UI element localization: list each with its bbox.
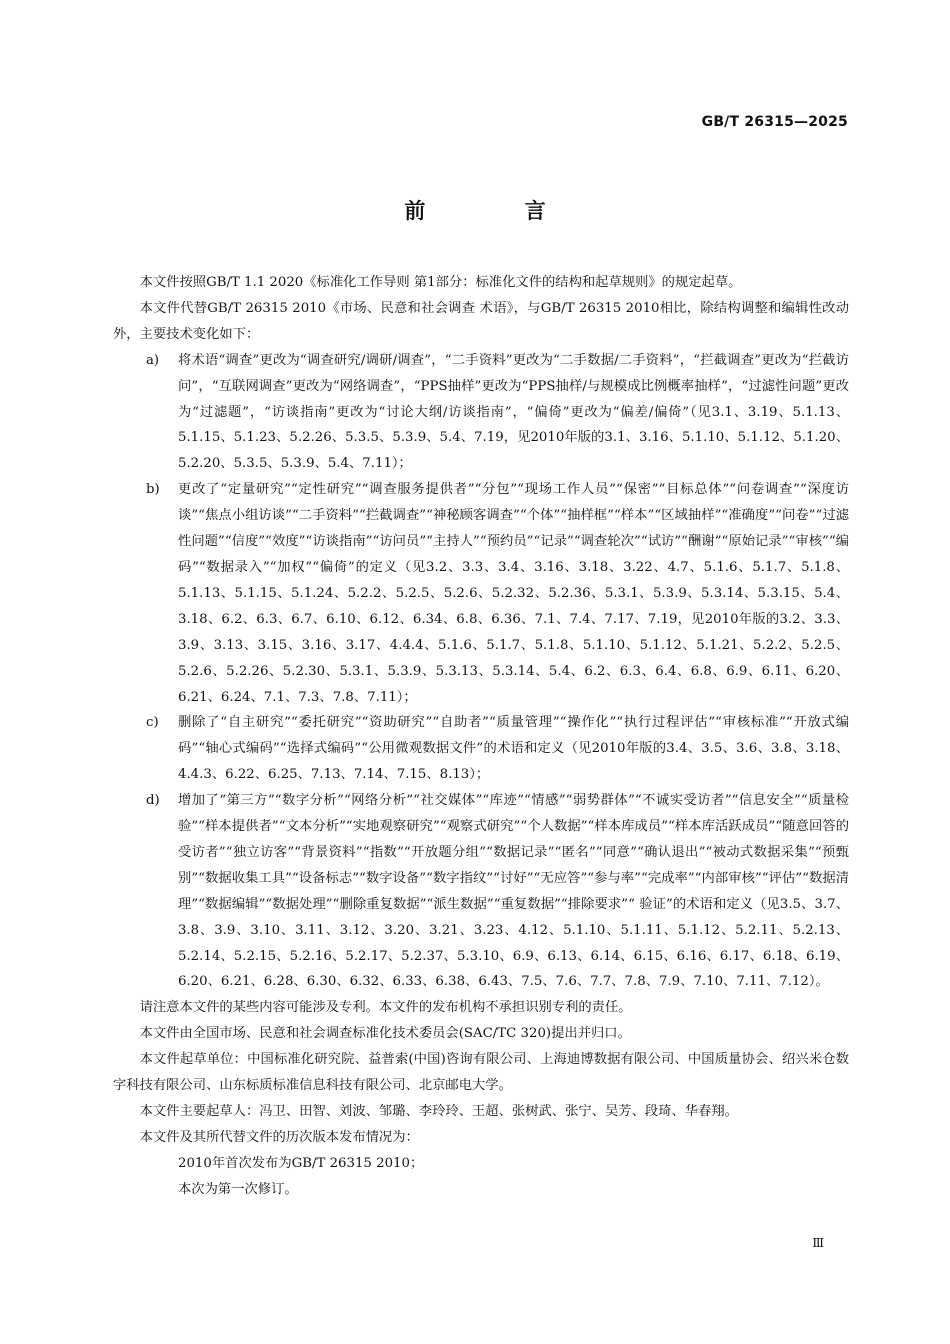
history-entry: 2010年首次发布为GB/T 26315 2010； (178, 1155, 424, 1171)
list-item (113, 477, 849, 710)
list-marker: d) (146, 793, 160, 809)
list-marker: c) (146, 715, 159, 731)
page-number: Ⅲ (812, 1236, 824, 1250)
paragraph-drafters: 本文件主要起草人：冯卫、田智、刘波、邹璐、李玲玲、王超、张树武、张宁、吴芳、段琦、华春翔。 (139, 1104, 738, 1119)
paragraph-proposer: 本文件由全国市场、民意和社会调查标准化技术委员会(SAC/TC 320)提出并归口。 (139, 1026, 631, 1042)
paragraph-patent-notice: 请注意本文件的某些内容可能涉及专利。本文件的发布机构不承担识别专利的责任。 (139, 1000, 632, 1016)
list-item (113, 710, 849, 788)
paragraph-drafting-rules: 本文件按照GB/T 1.1 2020《标准化工作导则 第1部分：标准化文件的结构和起草规则》的规定起草。 (139, 275, 742, 290)
foreword-body (113, 270, 849, 1203)
history-entry: 本次为第一次修订。 (178, 1181, 298, 1197)
page-title: 前 言 (404, 199, 592, 223)
list-item (113, 788, 849, 995)
list-marker: a) (146, 352, 160, 368)
list-item (113, 348, 849, 478)
list-item-text: 更改了“定量研究”“定性研究”“调查服务提供者”“分包”“现场工作人员”“保密”“目标总体”“问卷调查”“深度访谈”“焦点小组访谈”“二手资料”“拦截调查”“神秘顾客调查”“个体”“抽样框”“样本”“区域抽样”“准确度”“问卷”“过滤性问题”“信度”“效度”“访谈指南”“访问员”“主持人”“预约员”“记录”“调查轮次”“试访”“酬谢”“原始记录”“审核”“编码”“数据录入”“加权”“偏倚”的定义（见3.2、3.3、3.4、3.16、3.18、3.22、4.7、5.1.6、5.1.7、5.1.8、5.1.13、5.1.15、5.1.24、5.2.2、5.2.5、5.2.6、5.2.32、5.2.36、5.3.1、5.3.9、5.3.14、5.3.15、5.4、3.18、6.2、6.3、6.7、6.10、6.12、6.34、6.8、6.36、7.1、7.4、7.17、7.19，见2010年版的3.2、3.3、3.9、3.13、3.15、3.16、3.17、4.4.4、5.1.6、5.1.7、5.1.8、5.1.10、5.1.12、5.1.21、5.2.2、5.2.5、5.2.6、5.2.26、5.2.30、5.3.1、5.3.9、5.3.13、5.3.14、5.4、6.2、6.3、6.4、6.8、6.9、6.11、6.20、6.21、6.24、7.1、7.3、7.8、7.11）； (178, 482, 849, 705)
paragraph-drafting-units: 本文件起草单位：中国标准化研究院、益普索(中国)咨询有限公司、上海迪博数据有限公司、中国质量协会、绍兴米仓数字科技有限公司、山东标质标准信息科技有限公司、北京邮电大学。 (113, 1052, 849, 1094)
list-marker: b) (146, 482, 160, 498)
list-item-text: 将术语“调查”更改为“调查研究/调研/调查”，“二手资料”更改为“二手数据/二手资料”，“拦截调查”更改为“拦截访问”，“互联网调查”更改为“网络调查”，“PPS抽样”更改为“PPS抽样/与规模成比例概率抽样”，“过滤性问题”更改为“过滤题”，“访谈指南”更改为“讨论大纲/访谈指南”，“偏倚”更改为“偏差/偏倚”（见3.1、3.19、5.1.13、5.1.15、5.1.23、5.2.26、5.3.5、5.3.9、5.4、7.19，见2010年版的3.1、3.16、5.1.10、5.1.12、5.1.20、5.2.20、5.3.5、5.3.9、5.4、7.11）； (178, 352, 849, 472)
list-item-text: 增加了“第三方”“数字分析”“网络分析”“社交媒体”“库迹”“情感”“弱势群体”“不诚实受访者”“信息安全”“质量检验”“样本提供者”“文本分析”“实地观察研究”“观察式研究”“个人数据”“样本库成员”“样本库活跃成员”“随意回答的受访者”“独立访客”“背景资料”“指数”“开放题分组”“数据记录”“匿名”“同意”“确认退出”“被动式数据采集”“预甄别”“数据收集工具”“设备标志”“数字设备”“数字指纹”“讨好”“无应答”“参与率”“完成率”“内部审核”“评估”“数据清理”“数据编辑”“数据处理”“删除重复数据”“派生数据”“重复数据”“排除要求”“ 验证”的术语和定义（见3.5、3.7、3.8、3.9、3.10、3.11、3.12、3.20、3.21、3.23、4.12、5.1.10、5.1.11、5.1.12、5.2.11、5.2.13、5.2.14、5.2.15、5.2.16、5.2.17、5.2.37、5.3.10、6.9、6.13、6.14、6.15、6.16、6.17、6.18、6.19、6.20、6.21、6.28、6.30、6.32、6.33、6.38、6.43、7.5、7.6、7.7、7.8、7.9、7.10、7.11、7.12）。 (178, 793, 849, 990)
paragraph-history-intro: 本文件及其所代替文件的历次版本发布情况为： (139, 1129, 419, 1145)
standard-code: GB/T 26315—2025 (701, 114, 848, 130)
list-item-text: 删除了“自主研究”“委托研究”“资助研究”“自助者”“质量管理”“操作化”“执行过程评估”“审核标准”“开放式编码”“轴心式编码”“选择式编码”“公用微观数据文件”的术语和定义（见2010年版的3.4、3.5、3.6、3.8、3.18、4.4.3、6.22、6.25、7.13、7.14、7.15、8.13）； (178, 715, 849, 783)
paragraph-replacement: 本文件代替GB/T 26315 2010《市场、民意和社会调查 术语》，与GB/T 26315 2010相比，除结构调整和编辑性改动外，主要技术变化如下： (113, 300, 849, 342)
